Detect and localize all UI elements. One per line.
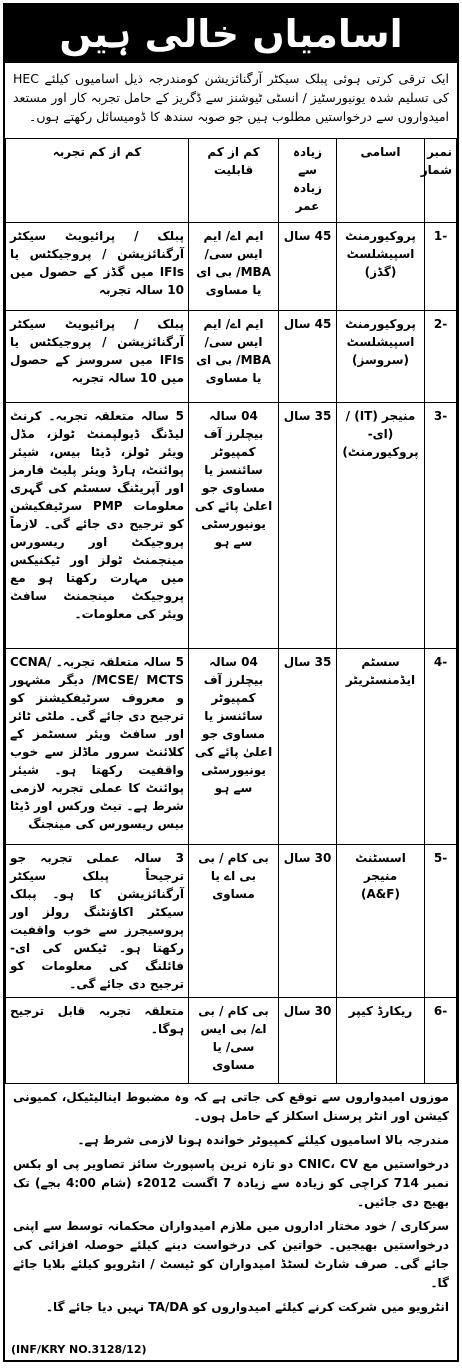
row-experience: 5 سالہ متعلقہ تجربہ۔ کرنٹ لیڈنگ ڈیولپمنٹ ٹولز، مڈل ویئر ٹولز، ڈیٹا بیس، شیئر پوائنٹ، ہارڈ ویئر پلیٹ فارمز اور آپریٹنگ سسٹم کی گہری معلومات PMP سرٹیفکیشن کو ترجیح دی جائے گی۔ لازماً پروجیکٹ اور ریسورس مینجمنٹ ٹولز اور ٹیکنیکس میں مہارت رکھتا ہو مع پروجیکٹ مینجمنٹ سافٹ ویئر کی معلومات۔ — [6, 403, 189, 649]
row-number: -1 — [425, 223, 457, 311]
header-age: زیادہ سے زیادہ عمر — [279, 139, 337, 223]
table-row — [6, 311, 457, 403]
post-title: اسسٹنٹ منیجر — [355, 851, 406, 883]
row-post — [337, 845, 425, 998]
row-qualification: 04 سالہ بیچلرز آف کمپیوٹر سائنسز یا مساوی جو اعلیٰ پائے کی یونیورسٹی سے ہو — [189, 649, 279, 845]
row-number: -2 — [425, 311, 457, 403]
table-row — [6, 223, 457, 311]
row-number: -3 — [425, 403, 457, 649]
row-qualification: ایم اے/ ایم ایس سی/ MBA/ بی ای یا مساوی — [189, 311, 279, 403]
row-experience: پبلک / پرائیویٹ سیکٹر آرگنائزیشن / پروجیکٹس یا IFIs میں سروسز کے حصول میں 10 سالہ تجربہ — [6, 311, 189, 403]
row-qualification: ایم اے/ ایم ایس سی/ MBA/ بی ای یا مساوی — [189, 223, 279, 311]
row-number: -4 — [425, 649, 457, 845]
post-subtitle: (گڈز) — [364, 265, 397, 279]
notes-section — [5, 1084, 457, 1326]
note-application-deadline: درخواستیں مع CNIC، CV دو تازہ ترین پاسپورٹ سائز تصاویر پی او بکس نمبر 714 کراچی کو زیادہ سے زیادہ 7 اگست 2012ء (شام 4:00 بجے) تک بھیج دی جائیں۔ — [13, 1157, 449, 1209]
header-number: نمبر شمار — [425, 139, 457, 223]
table-row — [6, 649, 457, 845]
row-age: 30 سال — [279, 845, 337, 998]
job-advertisement — [3, 3, 459, 1362]
note-computer-literacy: مندرجہ بالا اسامیوں کیلئے کمپیوٹر خواندہ ہونا لازمی شرط ہے۔ — [77, 1133, 449, 1147]
table-row — [6, 845, 457, 998]
row-experience: پبلک / پرائیویٹ سیکٹر آرگنائزیشن / پروجیکٹس یا IFIs میں گڈز کے حصول میں 10 سالہ تجربہ — [6, 223, 189, 311]
post-title: منیجر (IT) / (ای-پروکیورمنٹ) — [342, 409, 419, 459]
row-post — [337, 223, 425, 311]
post-title: پروکیورمنٹ اسپیشلسٹ — [345, 229, 416, 261]
header-experience: کم از کم تجربہ — [6, 139, 189, 223]
table-row — [6, 403, 457, 649]
intro-paragraph: ایک ترقی کرتی ہوئی پبلک سیکٹر آرگنائزیشن کومندرجہ ذیل اسامیوں کیلئے HEC کی تسلیم شدہ یونیورسٹیز / انسٹی ٹیوشنز سے ڈگریز کے حامل تجربہ کار اور مستعد امیدواروں سے درخواستیں مطلوب ہیں جو صوبہ سندھ کا ڈومیسائل رکھتے ہوں۔ — [13, 71, 449, 124]
row-age: 45 سال — [279, 311, 337, 403]
post-subtitle: (A&F) — [361, 887, 400, 901]
row-post — [337, 649, 425, 845]
header-qualification: کم از کم قابلیت — [189, 139, 279, 223]
reference-number: (INF/KRY NO.3128/12) — [11, 1343, 147, 1356]
row-age: 35 سال — [279, 403, 337, 649]
ad-title: اسامیاں خالی ہیں — [5, 5, 457, 63]
note-skills: موزوں امیدواروں سے توقع کی جاتی ہے کہ وہ مضبوط اینالیٹیکل، کمیونی کیشن اور انٹر پرسنل اسکلز کے حامل ہوں۔ — [13, 1090, 449, 1123]
row-age: 30 سال — [279, 998, 337, 1084]
row-post — [337, 311, 425, 403]
row-experience: 5 سالہ متعلقہ تجربہ۔ CCNA/ MCSE/ MCTS/ دیگر مشہور و معروف سرٹیفکیشنز کو ترجیح دی جائے گی۔ ملٹی ٹائر اور سافٹ ویئر سسٹمز کے کلائنٹ سرور ماڈلز سے خوب واقفیت رکھتا ہو۔ شیئر پوائنٹ کا عملی تجربہ لازمی شرط ہے۔ نیٹ ورکس اور ڈیٹا بیس ریسورس کی مینجنگ — [6, 649, 189, 845]
row-number: -5 — [425, 845, 457, 998]
row-age: 35 سال — [279, 649, 337, 845]
note-ta-da: انٹرویو میں شرکت کرنے کیلئے امیدواروں کو TA/DA نہیں دیا جائے گا۔ — [45, 1300, 449, 1314]
row-qualification: بی کام / بی اے/ بی ایس سی/ یا مساوی — [189, 998, 279, 1084]
header-post: اسامی — [337, 139, 425, 223]
row-qualification: بی کام / بی بی اے یا مساوی — [189, 845, 279, 998]
note-government-employees: سرکاری / خود مختار اداروں میں ملازم امیدواران محکمانہ توسط سے اپنی درخواستیں بھیجیں۔ خواتین کی درخواست دینے کیلئے حوصلہ افزائی کی جائے گی۔ صرف شارٹ لسٹڈ امیدواران کو ٹیسٹ / انٹرویو کیلئے بلایا جائے گا۔ — [13, 1219, 449, 1290]
positions-table — [5, 138, 457, 1084]
post-title: پروکیورمنٹ اسپیشلسٹ — [345, 317, 416, 349]
post-subtitle: (سروسز) — [352, 353, 409, 367]
row-experience: متعلقہ تجربہ قابل ترجیح ہوگا۔ — [6, 998, 189, 1084]
row-experience: 3 سالہ عملی تجربہ جو ترجیحاً پبلک سیکٹر آرگنائزیشن کا ہو۔ پبلک سیکٹر اکاؤنٹنگ رولز اور پروسیجرز سے خوب واقفیت رکھتا ہو۔ ٹیکس کی ای-فائلنگ کی معلومات کو ترجیح دی جائے گی۔ — [6, 845, 189, 998]
row-age: 45 سال — [279, 223, 337, 311]
row-post — [337, 403, 425, 649]
row-post — [337, 998, 425, 1084]
post-title: ریکارڈ کیپر — [348, 1004, 413, 1018]
row-number: -6 — [425, 998, 457, 1084]
row-qualification: 04 سالہ بیچلرز آف کمپیوٹر سائنسز یا مساوی جو اعلیٰ پائے کی یونیورسٹی سے ہو — [189, 403, 279, 649]
table-row — [6, 998, 457, 1084]
post-title: سسٹم ایڈمنسٹریٹر — [345, 655, 416, 687]
